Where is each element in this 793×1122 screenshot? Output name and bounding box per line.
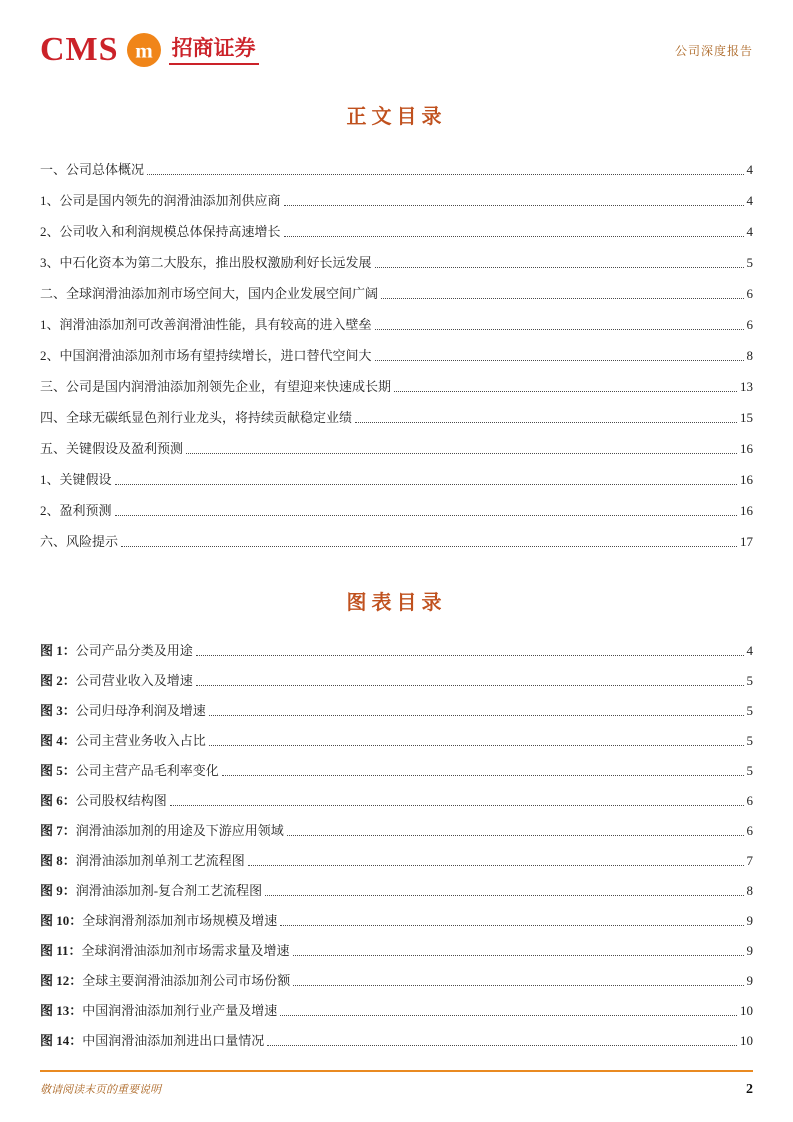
report-type-label: 公司深度报告 [674,43,753,58]
entry-page: 9 [746,972,753,988]
footer-note: 敬请阅读末页的重要说明 [40,1084,161,1096]
entry-label: 3、中石化资本为第二大股东，推出股权激励利好长远发展 [40,254,372,270]
entry-page: 7 [746,852,753,868]
entry-label: 图 2：公司营业收入及增速 [40,672,193,688]
entry-label: 五、关键假设及盈利预测 [40,440,184,456]
entry-page: 5 [746,732,753,748]
entry-label: 图 6：公司股权结构图 [40,792,167,808]
entry-label: 图 12：全球主要润滑油添加剂公司市场份额 [40,972,291,988]
entry-number: 图 5： [40,762,76,778]
entry-page: 16 [740,440,753,456]
leader-dots [121,546,737,547]
leader-dots [196,685,744,686]
entry-number: 图 13： [40,1002,83,1018]
entry-label: 2、盈利预测 [40,502,112,518]
leader-dots [170,805,744,806]
entry-label: 图 5：公司主营产品毛利率变化 [40,762,219,778]
cms-logo-text: CMS [40,31,119,68]
entry-number: 图 9： [40,882,76,898]
entry-page: 6 [746,285,753,301]
toc-entry[interactable] [40,426,753,457]
entry-page: 4 [746,223,753,239]
entry-label: 四、全球无碳纸显色剂行业龙头，将持续贡献稳定业绩 [40,409,353,425]
figure-entry[interactable] [40,869,753,899]
entry-number: 图 12： [40,972,83,988]
svg-text:m: m [134,38,153,63]
entry-number: 图 11： [40,942,82,958]
figure-entry[interactable] [40,929,753,959]
leader-dots [355,422,737,423]
entry-label: 二、全球润滑油添加剂市场空间大，国内企业发展空间广阔 [40,285,379,301]
entry-label: 图 14：中国润滑油添加剂进出口量情况 [40,1032,265,1048]
toc-entry[interactable] [40,457,753,488]
footer-row [40,1081,753,1098]
entry-label: 1、关键假设 [40,471,112,487]
leader-dots [375,267,744,268]
entry-label: 图 11：全球润滑油添加剂市场需求量及增速 [40,942,290,958]
figure-entry[interactable] [40,1019,753,1049]
leader-dots [394,391,737,392]
leader-dots [248,865,744,866]
cms-logo [40,32,259,68]
entry-label: 1、润滑油添加剂可改善润滑油性能，具有较高的进入壁垒 [40,316,372,332]
leader-dots [284,236,744,237]
entry-page: 16 [740,471,753,487]
leader-dots [222,775,744,776]
leader-dots [115,515,737,516]
leader-dots [280,1015,737,1016]
entry-label: 图 7：润滑油添加剂的用途及下游应用领域 [40,822,284,838]
entry-page: 5 [746,702,753,718]
leader-dots [209,745,744,746]
entry-number: 图 14： [40,1032,83,1048]
entry-number: 图 2： [40,672,76,688]
entry-page: 13 [740,378,753,394]
entry-label: 2、中国润滑油添加剂市场有望持续增长，进口替代空间大 [40,347,372,363]
toc-entry[interactable] [40,240,753,271]
entry-label: 图 8：润滑油添加剂单剂工艺流程图 [40,852,245,868]
toc-entry[interactable] [40,488,753,519]
figure-entry[interactable] [40,659,753,689]
entry-page: 10 [740,1002,753,1018]
entry-number: 图 7： [40,822,76,838]
entry-label: 图 13：中国润滑油添加剂行业产量及增速 [40,1002,278,1018]
figure-entry[interactable] [40,779,753,809]
toc-entry[interactable] [40,395,753,426]
entry-page: 15 [740,409,753,425]
figure-entry[interactable] [40,689,753,719]
figure-entry[interactable] [40,719,753,749]
toc-entry[interactable] [40,209,753,240]
figure-entry[interactable] [40,629,753,659]
figure-entry[interactable] [40,749,753,779]
toc-entry[interactable] [40,333,753,364]
entry-page: 5 [746,672,753,688]
entry-number: 图 10： [40,912,83,928]
leader-dots [265,895,743,896]
figure-entry[interactable] [40,809,753,839]
brand-name: 招商证券 [169,36,259,65]
entry-page: 9 [746,942,753,958]
entry-label: 一、公司总体概况 [40,161,145,177]
entry-page: 4 [746,161,753,177]
leader-dots [280,925,743,926]
page-footer [40,1070,753,1098]
leader-dots [115,484,737,485]
leader-dots [267,1045,737,1046]
entry-page: 16 [740,502,753,518]
entry-number: 图 1： [40,642,76,658]
figures-list [40,629,753,1049]
entry-number: 图 3： [40,702,76,718]
toc-entry[interactable] [40,364,753,395]
cms-logo-icon [126,32,162,68]
entry-page: 6 [746,792,753,808]
toc-list [40,147,753,550]
leader-dots [375,329,744,330]
toc-entry[interactable] [40,519,753,550]
figure-entry[interactable] [40,989,753,1019]
entry-label: 图 9：润滑油添加剂-复合剂工艺流程图 [40,882,263,898]
figure-entry[interactable] [40,899,753,929]
entry-label: 图 10：全球润滑剂添加剂市场规模及增速 [40,912,278,928]
figures-title: 图表目录 [346,592,447,614]
entry-label: 图 4：公司主营业务收入占比 [40,732,206,748]
entry-page: 4 [746,192,753,208]
entry-page: 10 [740,1032,753,1048]
footer-divider [40,1070,753,1072]
entry-page: 5 [746,762,753,778]
leader-dots [293,985,743,986]
toc-entry[interactable] [40,147,753,178]
leader-dots [284,205,744,206]
page-header [40,26,753,74]
toc-entry[interactable] [40,302,753,333]
leader-dots [186,453,737,454]
figure-entry[interactable] [40,959,753,989]
entry-page: 6 [746,822,753,838]
entry-number: 图 4： [40,732,76,748]
entry-page: 17 [740,533,753,549]
page-number: 2 [746,1082,753,1097]
entry-page: 6 [746,316,753,332]
leader-dots [196,655,744,656]
entry-label: 图 3：公司归母净利润及增速 [40,702,206,718]
leader-dots [287,835,744,836]
entry-label: 三、公司是国内润滑油添加剂领先企业，有望迎来快速成长期 [40,378,392,394]
toc-entry[interactable] [40,178,753,209]
entry-number: 图 6： [40,792,76,808]
entry-label: 六、风险提示 [40,533,119,549]
leader-dots [147,174,743,175]
entry-page: 9 [746,912,753,928]
figure-entry[interactable] [40,839,753,869]
leader-dots [209,715,744,716]
entry-page: 4 [746,642,753,658]
toc-title: 正文目录 [346,106,447,128]
entry-label: 图 1：公司产品分类及用途 [40,642,193,658]
toc-entry[interactable] [40,271,753,302]
leader-dots [293,955,744,956]
leader-dots [375,360,744,361]
entry-page: 8 [746,347,753,363]
entry-page: 5 [746,254,753,270]
leader-dots [381,298,743,299]
entry-label: 2、公司收入和利润规模总体保持高速增长 [40,223,281,239]
entry-page: 8 [746,882,753,898]
entry-label: 1、公司是国内领先的润滑油添加剂供应商 [40,192,281,208]
entry-number: 图 8： [40,852,76,868]
